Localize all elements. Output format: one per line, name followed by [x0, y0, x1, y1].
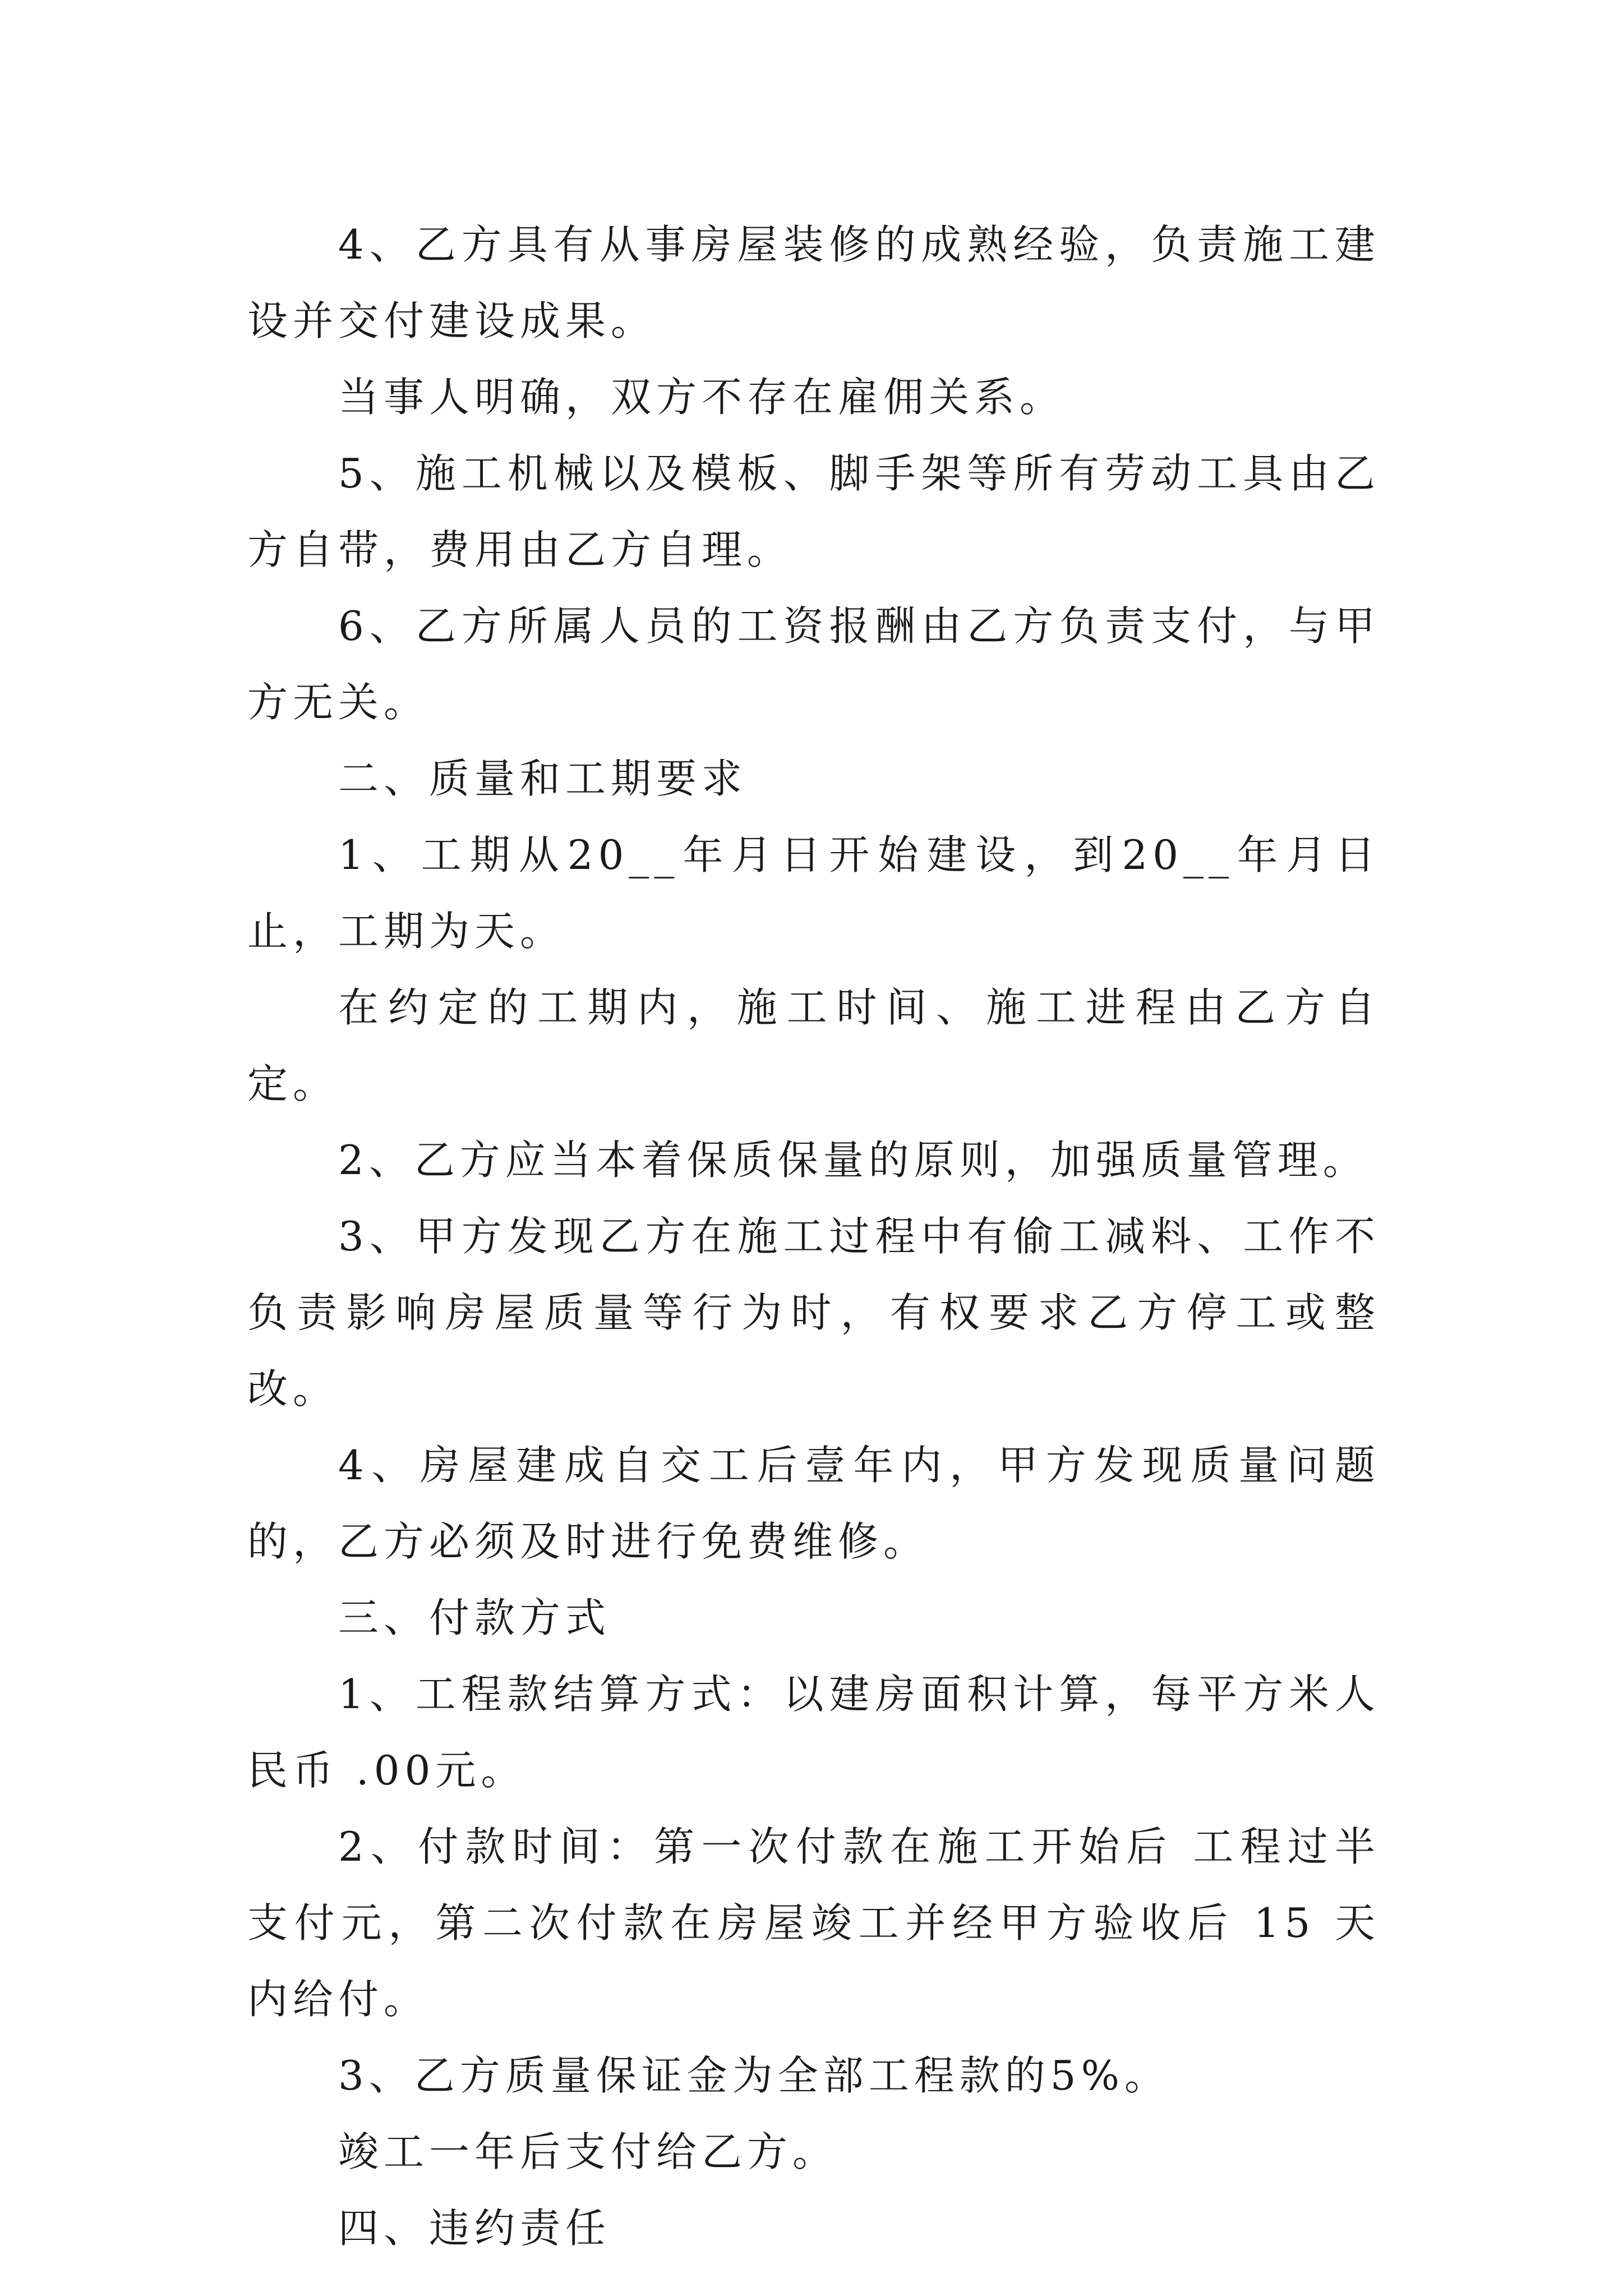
paragraph-no-employment-relation: 当事人明确，双方不存在雇佣关系。	[338, 374, 1066, 421]
paragraph-payment-clause-3: 3、乙方质量保证金为全部工程款的5%。	[338, 2052, 1170, 2099]
paragraph-payment-clause-2: 2、付款时间：第一次付款在施工开始后 工程过半支付元，第二次付款在房屋竣工并经甲方验收后 15 天内给付。	[247, 1823, 1380, 2023]
paragraph-clause-5-tools: 5、施工机械以及模板、脚手架等所有劳动工具由乙方自带，费用由乙方自理。	[247, 450, 1380, 573]
paragraph-clause-6-wages: 6、乙方所属人员的工资报酬由乙方负责支付，与甲方无关。	[247, 602, 1380, 726]
paragraph-deposit-release: 竣工一年后支付给乙方。	[338, 2128, 838, 2175]
paragraph-payment-clause-1: 1、工程款结算方式：以建房面积计算，每平方米人民币 .00元。	[247, 1671, 1380, 1794]
paragraph-schedule-clause-1: 1、工期从20__年月日开始建设，到20__年月日止，工期为天。	[247, 831, 1380, 955]
paragraph-quality-clause-3: 3、甲方发现乙方在施工过程中有偷工减料、工作不负责影响房屋质量等行为时，有权要求乙方停工或整改。	[247, 1213, 1380, 1412]
section-heading-liability: 四、违约责任	[338, 2205, 611, 2252]
document-body	[247, 206, 1380, 2266]
section-heading-payment: 三、付款方式	[338, 1594, 611, 1641]
paragraph-schedule-self-determined: 在约定的工期内，施工时间、施工进程由乙方自定。	[247, 984, 1380, 1107]
paragraph-clause-4-contractor-experience: 4、乙方具有从事房屋装修的成熟经验，负责施工建设并交付建设成果。	[247, 221, 1380, 344]
paragraph-quality-clause-2: 2、乙方应当本着保质保量的原则，加强质量管理。	[338, 1137, 1368, 1184]
paragraph-quality-clause-4: 4、房屋建成自交工后壹年内，甲方发现质量问题的，乙方必须及时进行免费维修。	[247, 1442, 1380, 1565]
section-heading-quality-schedule: 二、质量和工期要求	[338, 755, 748, 802]
